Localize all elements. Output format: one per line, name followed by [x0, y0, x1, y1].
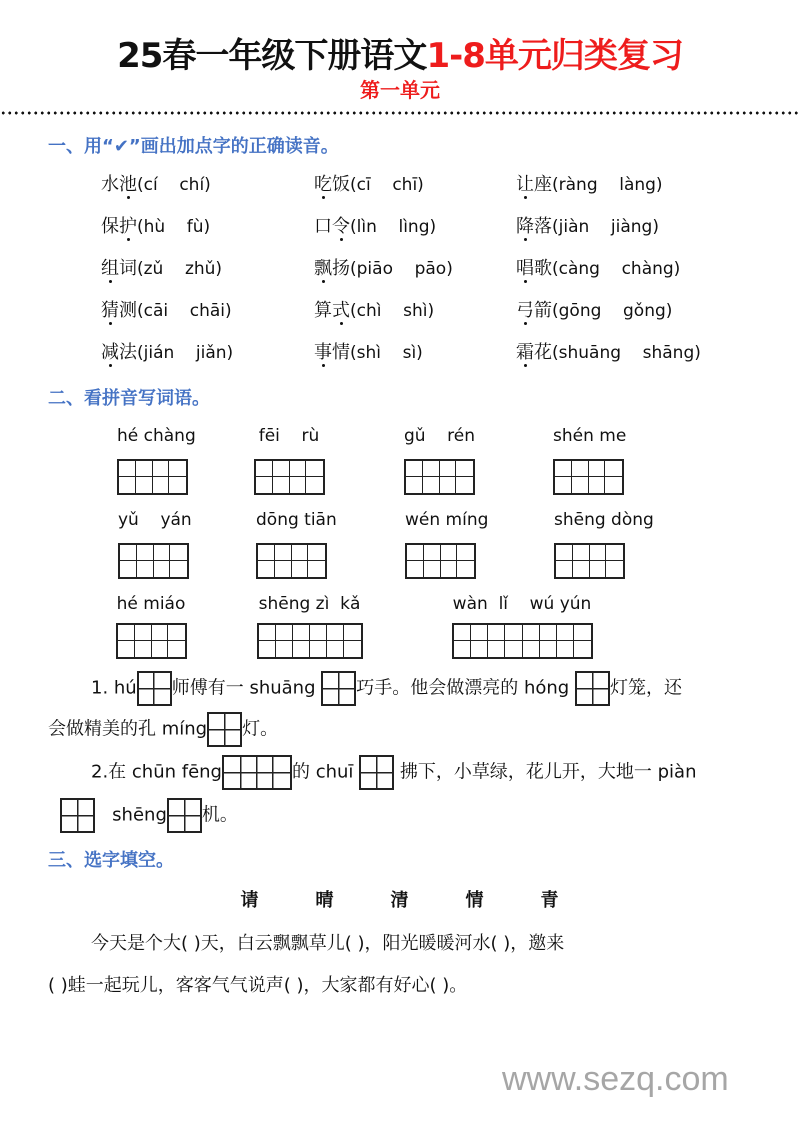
pinyin-options[interactable]: (hù fù) [137, 217, 211, 237]
grid-cell[interactable] [137, 561, 154, 577]
pinyin-options[interactable]: (cí chí) [137, 175, 211, 195]
pronunciation-item[interactable] [314, 338, 423, 364]
tianzige-grid[interactable] [405, 543, 476, 579]
sentence-text: 会做精美的孔 míng [48, 718, 208, 740]
pinyin-label: shén me [553, 426, 627, 446]
grid-cell[interactable] [256, 461, 273, 477]
grid-cell[interactable] [136, 477, 153, 493]
grid-cell[interactable] [169, 477, 186, 493]
grid-cell[interactable] [310, 641, 327, 657]
grid-cell[interactable] [457, 561, 474, 577]
grid-cell[interactable] [273, 477, 290, 493]
pinyin-label: wàn lǐ wú yún [452, 594, 592, 614]
grid-cell[interactable] [573, 561, 590, 577]
sentence1-line1 [91, 671, 682, 706]
grid-cell[interactable] [308, 561, 325, 577]
pronunciation-item[interactable] [516, 170, 663, 196]
grid-cell[interactable] [488, 641, 505, 657]
grid-cell[interactable] [119, 477, 136, 493]
grid-cell[interactable] [555, 477, 572, 493]
grid-cell[interactable] [590, 561, 607, 577]
choice-char: 请 [240, 890, 259, 911]
pinyin-label: yǔ yán [118, 510, 192, 530]
word-char: 池 [119, 174, 137, 195]
grid-cell[interactable] [153, 477, 170, 493]
grid-cell[interactable] [152, 625, 169, 641]
grid-cell[interactable] [308, 545, 325, 561]
tianzige-grid[interactable] [117, 459, 188, 495]
pronunciation-item[interactable] [101, 170, 211, 196]
grid-cell[interactable] [170, 545, 187, 561]
pronunciation-item[interactable] [314, 254, 453, 280]
pinyin-label: hé chàng [117, 426, 196, 446]
word-char: 令 [332, 216, 350, 237]
tianzige-grid[interactable] [118, 543, 189, 579]
grid-cell[interactable] [523, 625, 540, 641]
grid-cell[interactable] [589, 461, 606, 477]
unit-subtitle: 第一单元 [360, 78, 440, 102]
pinyin-options[interactable]: (chì shì) [350, 301, 435, 321]
watermark: www.sezq.com [502, 1060, 729, 1098]
sentence-text: 灯笼，还 [609, 677, 682, 699]
tianzige-grid[interactable] [404, 459, 475, 495]
title-main: 25春一年级下册语文 [117, 36, 427, 76]
grid-cell[interactable] [273, 461, 290, 477]
choice-char: 晴 [315, 890, 334, 911]
tianzige-grid[interactable] [553, 459, 624, 495]
word-char: 法 [119, 342, 137, 363]
grid-cell[interactable] [118, 625, 135, 641]
grid-cell[interactable] [423, 461, 440, 477]
grid-cell[interactable] [440, 477, 457, 493]
grid-cell[interactable] [154, 545, 171, 561]
grid-cell[interactable] [456, 461, 473, 477]
pronunciation-item[interactable] [314, 170, 424, 196]
grid-cell[interactable] [590, 545, 607, 561]
word-char: 花 [534, 342, 552, 363]
grid-cell[interactable] [275, 545, 292, 561]
grid-cell[interactable] [152, 641, 169, 657]
pronunciation-item[interactable] [314, 296, 434, 322]
grid-cell[interactable] [276, 625, 293, 641]
grid-cell[interactable] [306, 477, 323, 493]
word-char: 飘 [314, 258, 332, 279]
sentence-text: 巧手。他会做漂亮的 hóng [356, 677, 570, 699]
grid-cell[interactable] [135, 641, 152, 657]
grid-cell[interactable] [275, 561, 292, 577]
grid-cell[interactable] [259, 625, 276, 641]
pinyin-label: gǔ rén [404, 426, 476, 446]
choice-char: 情 [465, 890, 484, 911]
grid-cell[interactable] [471, 625, 488, 641]
write-box-wide[interactable] [222, 755, 292, 790]
pinyin-options[interactable]: (jián jiǎn) [137, 343, 234, 363]
grid-cell[interactable] [555, 461, 572, 477]
word-char: 吃 [314, 174, 332, 195]
pronunciation-item[interactable] [516, 254, 680, 280]
grid-cell[interactable] [540, 625, 557, 641]
sentence1-line2 [48, 712, 278, 747]
grid-cell[interactable] [168, 641, 185, 657]
fill-sentence-line2: ( )蛙一起玩儿，客客气气说声( )，大家都有好心( )。 [48, 975, 468, 996]
grid-cell[interactable] [290, 477, 307, 493]
sentence-text: 2.在 chūn fēng [91, 761, 222, 783]
word-char: 词 [119, 258, 137, 279]
grid-cell[interactable] [557, 641, 574, 657]
word-char: 式 [332, 300, 350, 321]
grid-cell[interactable] [423, 477, 440, 493]
grid-cell[interactable] [574, 625, 591, 641]
word-char: 护 [119, 216, 137, 237]
pinyin-label: hé miáo [116, 594, 186, 614]
grid-cell[interactable] [118, 641, 135, 657]
section3-heading: 三、选字填空。 [48, 850, 174, 871]
word-char: 口 [314, 216, 332, 237]
pinyin-options[interactable]: (zǔ zhǔ) [137, 259, 223, 279]
word-char: 落 [534, 216, 552, 237]
grid-cell[interactable] [120, 545, 137, 561]
word-char: 座 [534, 174, 552, 195]
grid-cell[interactable] [407, 545, 424, 561]
grid-cell[interactable] [153, 461, 170, 477]
word-char: 测 [119, 300, 137, 321]
grid-cell[interactable] [556, 545, 573, 561]
word-char: 饭 [332, 174, 350, 195]
grid-cell[interactable] [169, 461, 186, 477]
tianzige-grid[interactable] [452, 623, 593, 659]
grid-cell[interactable] [170, 561, 187, 577]
sentence-text: 的 chuī [291, 761, 354, 783]
grid-cell[interactable] [292, 545, 309, 561]
sentence2-line2 [60, 798, 238, 833]
tianzige-grid[interactable] [256, 543, 327, 579]
tianzige-grid[interactable] [257, 623, 363, 659]
grid-cell[interactable] [135, 625, 152, 641]
write-box[interactable] [575, 671, 610, 706]
grid-cell[interactable] [256, 477, 273, 493]
pinyin-options[interactable]: (cāi chāi) [137, 301, 232, 321]
tianzige-grid[interactable] [254, 459, 325, 495]
write-box[interactable] [321, 671, 356, 706]
grid-cell[interactable] [406, 477, 423, 493]
word-char: 让 [516, 174, 534, 195]
grid-cell[interactable] [505, 641, 522, 657]
section2-heading: 二、看拼音写词语。 [48, 388, 210, 409]
pronunciation-item[interactable] [314, 212, 436, 238]
word-char: 降 [516, 216, 534, 237]
word-char: 弓 [516, 300, 534, 321]
grid-cell[interactable] [120, 561, 137, 577]
pinyin-label: dōng tiān [256, 510, 337, 530]
sentence-text: 灯。 [242, 718, 279, 740]
grid-cell[interactable] [441, 545, 458, 561]
grid-cell[interactable] [505, 625, 522, 641]
grid-cell[interactable] [293, 625, 310, 641]
write-box[interactable] [207, 712, 242, 747]
grid-cell[interactable] [406, 461, 423, 477]
pinyin-label: shēng zì kǎ [258, 594, 361, 614]
pinyin-options[interactable]: (shì sì) [350, 343, 423, 363]
grid-cell[interactable] [407, 561, 424, 577]
word-char: 减 [101, 342, 119, 363]
word-char: 事 [314, 342, 332, 363]
word-char: 唱 [516, 258, 534, 279]
choice-char: 清 [390, 890, 409, 911]
pinyin-options[interactable]: (shuāng shāng) [552, 343, 701, 363]
grid-cell[interactable] [556, 561, 573, 577]
pronunciation-item[interactable] [101, 254, 222, 280]
pinyin-options[interactable]: (càng chàng) [552, 259, 681, 279]
grid-cell[interactable] [605, 461, 622, 477]
grid-cell[interactable] [573, 545, 590, 561]
pinyin-label: fēi rù [258, 426, 320, 446]
word-char: 情 [332, 342, 350, 363]
word-char: 箭 [534, 300, 552, 321]
grid-cell[interactable] [310, 625, 327, 641]
pinyin-options[interactable]: (gōng gǒng) [552, 301, 673, 321]
grid-cell[interactable] [344, 625, 361, 641]
pinyin-options[interactable]: (jiàn jiàng) [552, 217, 659, 237]
dotted-divider [0, 111, 800, 115]
title-highlight: 1-8单元归类复习 [426, 36, 683, 76]
grid-cell[interactable] [457, 545, 474, 561]
grid-cell[interactable] [258, 561, 275, 577]
pinyin-label: wén míng [405, 510, 489, 530]
section1-heading: 一、用“✔”画出加点字的正确读音。 [48, 136, 339, 157]
word-char: 扬 [332, 258, 350, 279]
word-char: 歌 [534, 258, 552, 279]
sentence2-line1 [91, 755, 696, 790]
grid-cell[interactable] [454, 641, 471, 657]
tianzige-grid[interactable] [554, 543, 625, 579]
grid-cell[interactable] [606, 545, 623, 561]
grid-cell[interactable] [572, 477, 589, 493]
word-char: 保 [101, 216, 119, 237]
write-box[interactable] [167, 798, 202, 833]
word-char: 猜 [101, 300, 119, 321]
pinyin-options[interactable]: (piāo pāo) [350, 259, 453, 279]
word-char: 组 [101, 258, 119, 279]
grid-cell[interactable] [327, 641, 344, 657]
grid-cell[interactable] [119, 461, 136, 477]
grid-cell[interactable] [168, 625, 185, 641]
grid-cell[interactable] [540, 641, 557, 657]
grid-cell[interactable] [258, 545, 275, 561]
pinyin-options[interactable]: (lìn lìng) [350, 217, 437, 237]
write-box[interactable] [359, 755, 394, 790]
grid-cell[interactable] [290, 461, 307, 477]
pinyin-label: shēng dòng [554, 510, 654, 530]
grid-cell[interactable] [456, 477, 473, 493]
sentence-text: 师傅有一 shuāng [171, 677, 316, 699]
pronunciation-item[interactable] [101, 296, 232, 322]
grid-cell[interactable] [293, 641, 310, 657]
grid-cell[interactable] [488, 625, 505, 641]
sentence-text: 机。 [201, 804, 238, 826]
grid-cell[interactable] [440, 461, 457, 477]
grid-cell[interactable] [276, 641, 293, 657]
grid-cell[interactable] [589, 477, 606, 493]
tianzige-grid[interactable] [116, 623, 187, 659]
word-char: 霜 [516, 342, 534, 363]
grid-cell[interactable] [327, 625, 344, 641]
sentence-text: shēng [112, 804, 167, 826]
grid-cell[interactable] [259, 641, 276, 657]
grid-cell[interactable] [136, 461, 153, 477]
pinyin-options[interactable]: (ràng làng) [552, 175, 663, 195]
grid-cell[interactable] [292, 561, 309, 577]
sentence-text: 拂下，小草绿，花儿开，大地一 piàn [399, 761, 697, 783]
write-box[interactable] [137, 671, 172, 706]
grid-cell[interactable] [523, 641, 540, 657]
grid-cell[interactable] [441, 561, 458, 577]
grid-cell[interactable] [424, 545, 441, 561]
grid-cell[interactable] [606, 561, 623, 577]
sentence-text: 1. hú [91, 677, 137, 699]
pinyin-options[interactable]: (cī chī) [350, 175, 424, 195]
grid-cell[interactable] [605, 477, 622, 493]
grid-cell[interactable] [574, 641, 591, 657]
grid-cell[interactable] [572, 461, 589, 477]
pronunciation-item[interactable] [516, 296, 672, 322]
choice-char: 青 [540, 890, 559, 911]
pronunciation-item[interactable] [101, 212, 210, 238]
pronunciation-item[interactable] [101, 338, 233, 364]
grid-cell[interactable] [424, 561, 441, 577]
grid-cell[interactable] [306, 461, 323, 477]
word-char: 算 [314, 300, 332, 321]
fill-sentence-line1: 今天是个大( )天，白云飘飘草儿( )，阳光暖暖河水( )，邀来 [91, 933, 565, 954]
grid-cell[interactable] [557, 625, 574, 641]
grid-cell[interactable] [471, 641, 488, 657]
grid-cell[interactable] [154, 561, 171, 577]
grid-cell[interactable] [454, 625, 471, 641]
pronunciation-item[interactable] [516, 338, 701, 364]
word-char: 水 [101, 174, 119, 195]
page-title [0, 28, 800, 77]
grid-cell[interactable] [137, 545, 154, 561]
pronunciation-item[interactable] [516, 212, 659, 238]
write-box[interactable] [60, 798, 95, 833]
grid-cell[interactable] [344, 641, 361, 657]
choice-characters [212, 886, 587, 912]
